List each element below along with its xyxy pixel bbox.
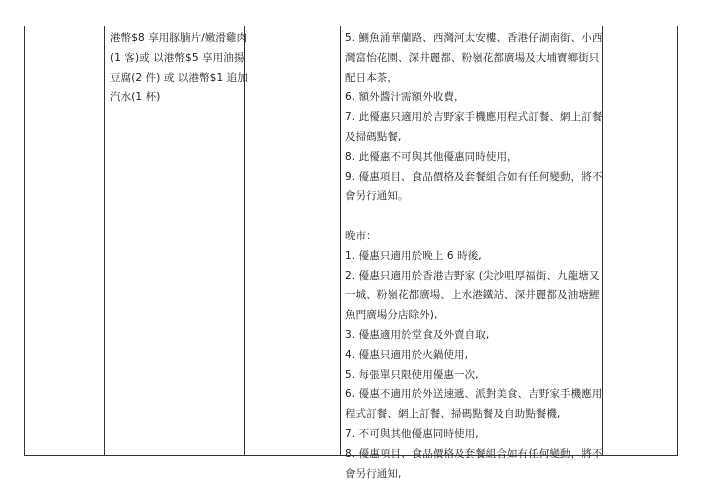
dinner-term-line: 5. 每張單只限使用優惠一次, [345,368,479,381]
dinner-term-line: 4. 優惠只適用於火鍋使用, [345,348,469,361]
lunch-term-line: 8. 此優惠不可與其他優惠同時使用， [345,150,518,163]
column-divider-3 [340,26,341,456]
dinner-term-line: 2. 優惠只適用於香港吉野家 (尖沙咀厚福街、九龍塘又 [345,269,600,282]
lunch-term-line: 5. 鰂魚涌華蘭路、西灣河太安樓、香港仔湖南街、小西 [345,32,603,44]
dinner-term-line: 6. 優惠不適用於外送速遞、派對美食、吉野家手機應用 [345,388,603,401]
dinner-term-line: 程式訂餐、網上訂餐、掃碼點餐及自助點餐機, [345,408,561,421]
dinner-term-line: 1. 優惠只適用於晚上 6 時後, [345,249,482,262]
column-divider-2 [244,26,245,456]
lunch-term-line: 9. 優惠項目、食品價格及套餐組合如有任何變動，將不 [345,170,603,183]
offers-table [24,26,678,480]
offer-description-cell [110,29,248,108]
dinner-term-line: 一城、粉嶺花都廣場、上水港鐵站、深井麗都及油塘鯉 [345,289,600,302]
lunch-term-line: 灣富怡花園、深井麗都、粉嶺花都廣場及大埔寶鄉街只 [345,51,600,64]
dinner-heading: 晚市： [345,229,377,242]
terms-conditions-cell [345,29,601,484]
offer-line: 汽水(1 杯) [110,91,161,104]
table-border-left [24,26,25,456]
offer-line: (1 客)或 以港幣$5 享用油揚 [110,51,245,64]
offer-line: 港幣$8 享用豚腩片/嫩滑雞肉 [110,32,248,44]
dinner-term-line: 3. 優惠適用於堂食及外賣自取, [345,328,490,341]
lunch-term-line: 6. 額外醬汁需額外收費， [345,91,465,104]
dinner-term-line: 會另行通知, [345,467,402,480]
offer-line: 豆腐(2 件) 或 以港幣$1 追加 [110,71,248,84]
lunch-term-line: 7. 此優惠只適用於吉野家手機應用程式訂餐、網上訂餐 [345,111,603,124]
column-divider-1 [104,26,105,456]
paragraph-spacer [345,207,601,227]
lunch-term-line: 及掃碼點餐, [345,130,402,143]
table-border-right [677,26,678,456]
dinner-term-line: 魚門廣場分店除外), [345,309,438,322]
dinner-term-line: 7. 不可與其他優惠同時使用, [345,427,479,440]
lunch-term-line: 配日本茶， [345,71,398,84]
dinner-term-line: 8. 優惠項目、食品價格及套餐組合如有任何變動，將不 [345,447,603,460]
column-divider-4 [602,26,603,456]
lunch-term-line: 會另行通知。 [345,190,409,203]
